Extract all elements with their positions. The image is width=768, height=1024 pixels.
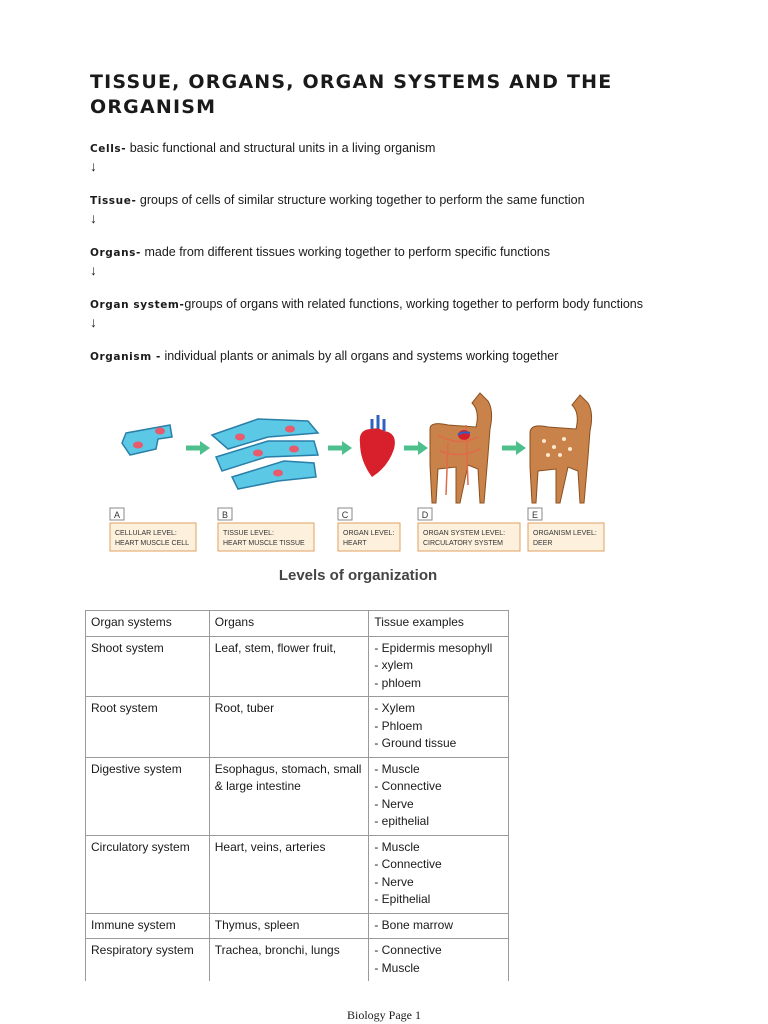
definition-cells xyxy=(90,140,435,174)
definition-term: Tissue- xyxy=(90,195,137,207)
definition-term: Organs- xyxy=(90,247,141,259)
tissue-item: - Nerve xyxy=(374,874,414,889)
definition-tissue xyxy=(90,192,585,226)
level-label-e xyxy=(528,508,604,551)
deer-illustration xyxy=(530,395,592,503)
level-label-a xyxy=(110,508,196,551)
definition-text: groups of organs with related functions, working together to perform body functions xyxy=(184,297,644,311)
cell-organ-system: Shoot system xyxy=(86,636,210,697)
tissue-item: - epithelial xyxy=(374,814,430,828)
tissue-item: - Epidermis mesophyll xyxy=(374,640,493,655)
column-header-organs: Organs xyxy=(209,611,369,637)
heart-illustration xyxy=(360,415,395,477)
column-header-tissue-examples: Tissue examples xyxy=(369,611,509,637)
definition-text: groups of cells of similar structure working together to perform the same function xyxy=(136,193,585,207)
cell-organs: Esophagus, stomach, small & large intestine xyxy=(209,757,369,835)
tissue-item: - Xylem xyxy=(374,701,415,715)
level-label-line1: ORGANISM LEVEL: xyxy=(533,530,597,537)
definition-organ-system xyxy=(90,296,643,330)
table-row xyxy=(86,913,509,939)
level-label-line2: CIRCULATORY SYSTEM xyxy=(423,540,504,547)
level-label-d xyxy=(418,508,520,551)
figure-caption: Levels of organization xyxy=(278,567,438,584)
tissue-item: - phloem xyxy=(374,675,421,690)
cell-tissues xyxy=(369,636,509,697)
definition-term: Cells- xyxy=(90,143,127,155)
cell-organ-system: Circulatory system xyxy=(86,835,210,913)
cell-organs: Thymus, spleen xyxy=(209,913,369,939)
level-label-line1: TISSUE LEVEL: xyxy=(223,530,274,537)
cell-tissues xyxy=(369,835,509,913)
level-label-b xyxy=(218,508,314,551)
down-arrow-icon: ↓ xyxy=(90,210,97,226)
level-letter: E xyxy=(531,510,539,520)
tissue-item: - Connective xyxy=(374,943,442,957)
cell-tissues xyxy=(369,939,509,982)
table-row xyxy=(86,939,509,982)
cell-tissues xyxy=(369,757,509,835)
definition-organism xyxy=(90,348,558,365)
table-row xyxy=(86,636,509,697)
down-arrow-icon: ↓ xyxy=(90,314,97,330)
heart-muscle-tissue-illustration xyxy=(212,419,318,489)
table-row xyxy=(86,697,509,758)
column-header-organ-systems: Organ systems xyxy=(86,611,210,637)
tissue-item: - Ground tissue xyxy=(374,736,457,750)
cell-organs: Heart, veins, arteries xyxy=(209,835,369,913)
cell-organs: Trachea, bronchi, lungs xyxy=(209,939,369,982)
definition-organs xyxy=(90,244,550,278)
level-label-line2: HEART xyxy=(343,540,367,547)
level-letter: A xyxy=(113,510,121,520)
organ-systems-table xyxy=(85,610,509,981)
table-row xyxy=(86,757,509,835)
tissue-item: - Connective xyxy=(374,857,442,871)
definition-term: Organism - xyxy=(90,351,161,363)
level-label-line1: ORGAN LEVEL: xyxy=(343,530,395,537)
levels-of-organization-figure xyxy=(108,385,618,590)
cell-organ-system: Immune system xyxy=(86,913,210,939)
level-letter: C xyxy=(341,510,349,520)
cell-tissues xyxy=(369,913,509,939)
level-letter: D xyxy=(421,510,429,520)
arrow-icon xyxy=(502,441,526,455)
down-arrow-icon: ↓ xyxy=(90,158,97,174)
definition-text: individual plants or animals by all organs and systems working together xyxy=(160,349,559,363)
definition-term: Organ system- xyxy=(90,299,185,311)
table-header-row xyxy=(86,611,509,637)
arrow-icon xyxy=(186,441,210,455)
level-label-line2: DEER xyxy=(533,540,553,547)
tissue-item: - Epithelial xyxy=(374,892,431,906)
tissue-item: - Muscle xyxy=(374,761,420,776)
arrow-icon xyxy=(404,441,428,455)
cell-organs: Leaf, stem, flower fruit, xyxy=(209,636,369,697)
cell-organ-system: Digestive system xyxy=(86,757,210,835)
level-letter: B xyxy=(221,510,229,520)
tissue-item: - Muscle xyxy=(374,839,420,854)
level-label-line2: HEART MUSCLE CELL xyxy=(115,540,190,547)
definition-text: basic functional and structural units in a living organism xyxy=(126,141,436,155)
table-row xyxy=(86,835,509,913)
tissue-item: - Connective xyxy=(374,779,442,793)
tissue-item: - Nerve xyxy=(374,796,414,811)
tissue-item: - Muscle xyxy=(374,960,420,975)
page-title: TISSUE, ORGANS, ORGAN SYSTEMS AND THE ORGANISM xyxy=(90,71,613,118)
level-label-c xyxy=(338,508,400,551)
definition-text: made from different tissues working together to perform specific functions xyxy=(141,245,550,259)
heart-muscle-cell-illustration xyxy=(122,425,172,455)
cell-organ-system: Respiratory system xyxy=(86,939,210,982)
cell-organ-system: Root system xyxy=(86,697,210,758)
cell-organs: Root, tuber xyxy=(209,697,369,758)
level-label-line2: HEART MUSCLE TISSUE xyxy=(223,540,305,547)
tissue-item: - Phloem xyxy=(374,718,423,733)
page-footer: Biology Page 1 xyxy=(347,1008,421,1022)
tissue-item: - xylem xyxy=(374,658,413,672)
tissue-item: - Bone marrow xyxy=(374,917,454,932)
down-arrow-icon: ↓ xyxy=(90,262,97,278)
cell-tissues xyxy=(369,697,509,758)
level-label-line1: CELLULAR LEVEL: xyxy=(115,530,177,537)
arrow-icon xyxy=(328,441,352,455)
deer-circulatory-illustration xyxy=(430,393,492,503)
level-label-line1: ORGAN SYSTEM LEVEL: xyxy=(423,530,506,537)
